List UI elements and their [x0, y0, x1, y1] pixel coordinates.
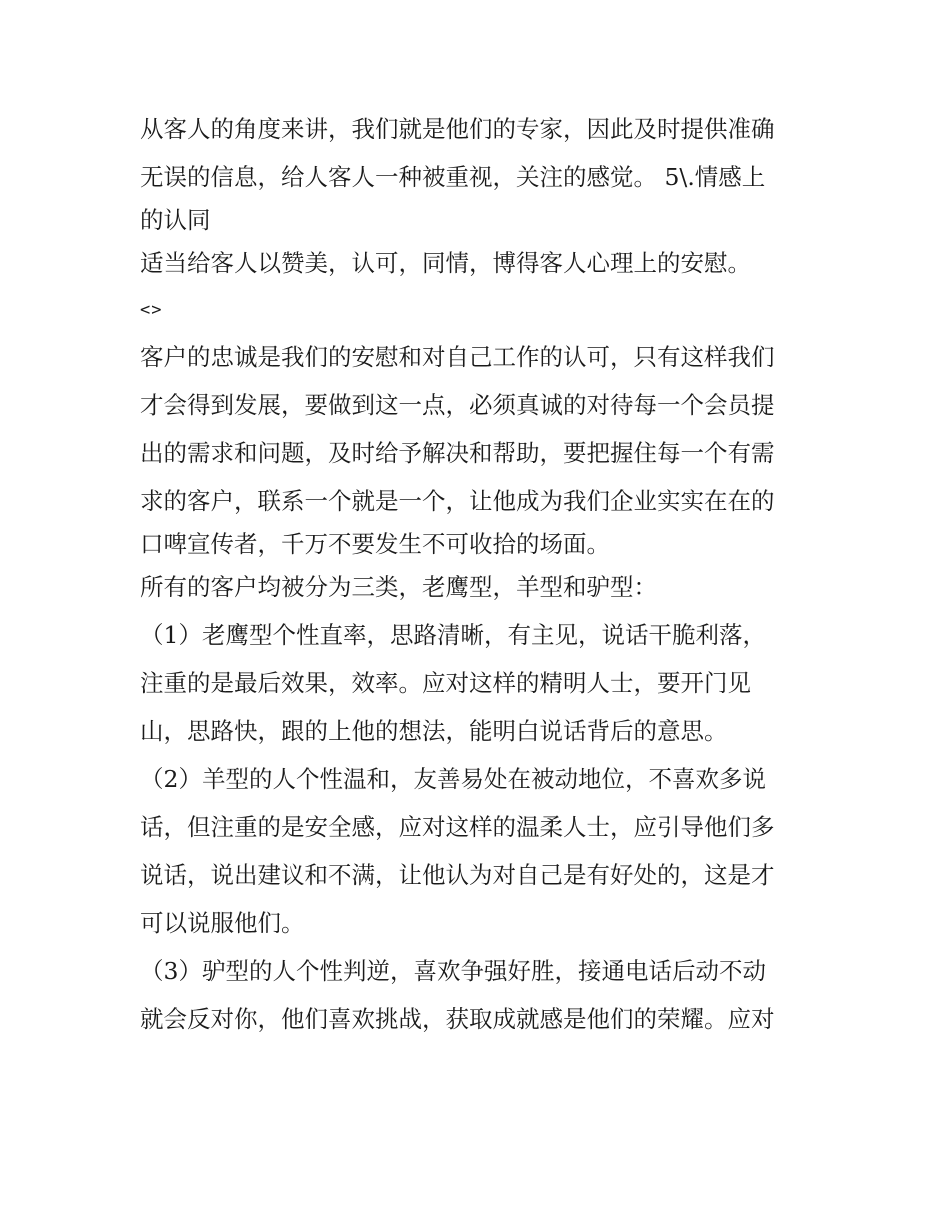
text-line: 出的需求和问题，及时给予解决和帮助，要把握住每一个有需 — [140, 439, 775, 467]
text-line: 无误的信息，给人客人一种被重视，关注的感觉。 5\.情感上 — [140, 163, 766, 191]
text-line: （3）驴型的人个性判逆，喜欢争强好胜，接通电话后动不动 — [140, 957, 766, 985]
text-line: 客户的忠诚是我们的安慰和对自己工作的认可，只有这样我们 — [140, 343, 775, 371]
text-line: 口啤宣传者，千万不要发生不可收拾的场面。 — [140, 530, 610, 558]
text-line: 才会得到发展，要做到这一点，必须真诚的对待每一个会员提 — [140, 391, 775, 419]
text-line: （1）老鹰型个性直率，思路清晰，有主见，说话干脆利落， — [140, 621, 766, 649]
text-line: <> — [140, 300, 163, 320]
text-line: 山，思路快，跟的上他的想法，能明白说话背后的意思。 — [140, 717, 728, 745]
text-line: 话，但注重的是安全感，应对这样的温柔人士，应引导他们多 — [140, 813, 775, 841]
text-line: 所有的客户均被分为三类，老鹰型，羊型和驴型： — [140, 573, 657, 601]
document-body — [140, 105, 830, 1043]
text-line: （2）羊型的人个性温和，友善易处在被动地位，不喜欢多说 — [140, 765, 766, 793]
text-line: 就会反对你，他们喜欢挑战，获取成就感是他们的荣耀。应对 — [140, 1005, 775, 1033]
text-line: 求的客户，联系一个就是一个，让他成为我们企业实实在在的 — [140, 487, 775, 515]
text-line: 从客人的角度来讲，我们就是他们的专家，因此及时提供准确 — [140, 115, 775, 143]
text-line: 适当给客人以赞美，认可，同情，博得客人心理上的安慰。 — [140, 249, 751, 277]
text-line: 的认同 — [140, 206, 211, 234]
text-line: 注重的是最后效果，效率。应对这样的精明人士，要开门见 — [140, 669, 751, 697]
text-line: 可以说服他们。 — [140, 909, 305, 937]
text-line: 说话，说出建议和不满，让他认为对自己是有好处的，这是才 — [140, 861, 775, 889]
